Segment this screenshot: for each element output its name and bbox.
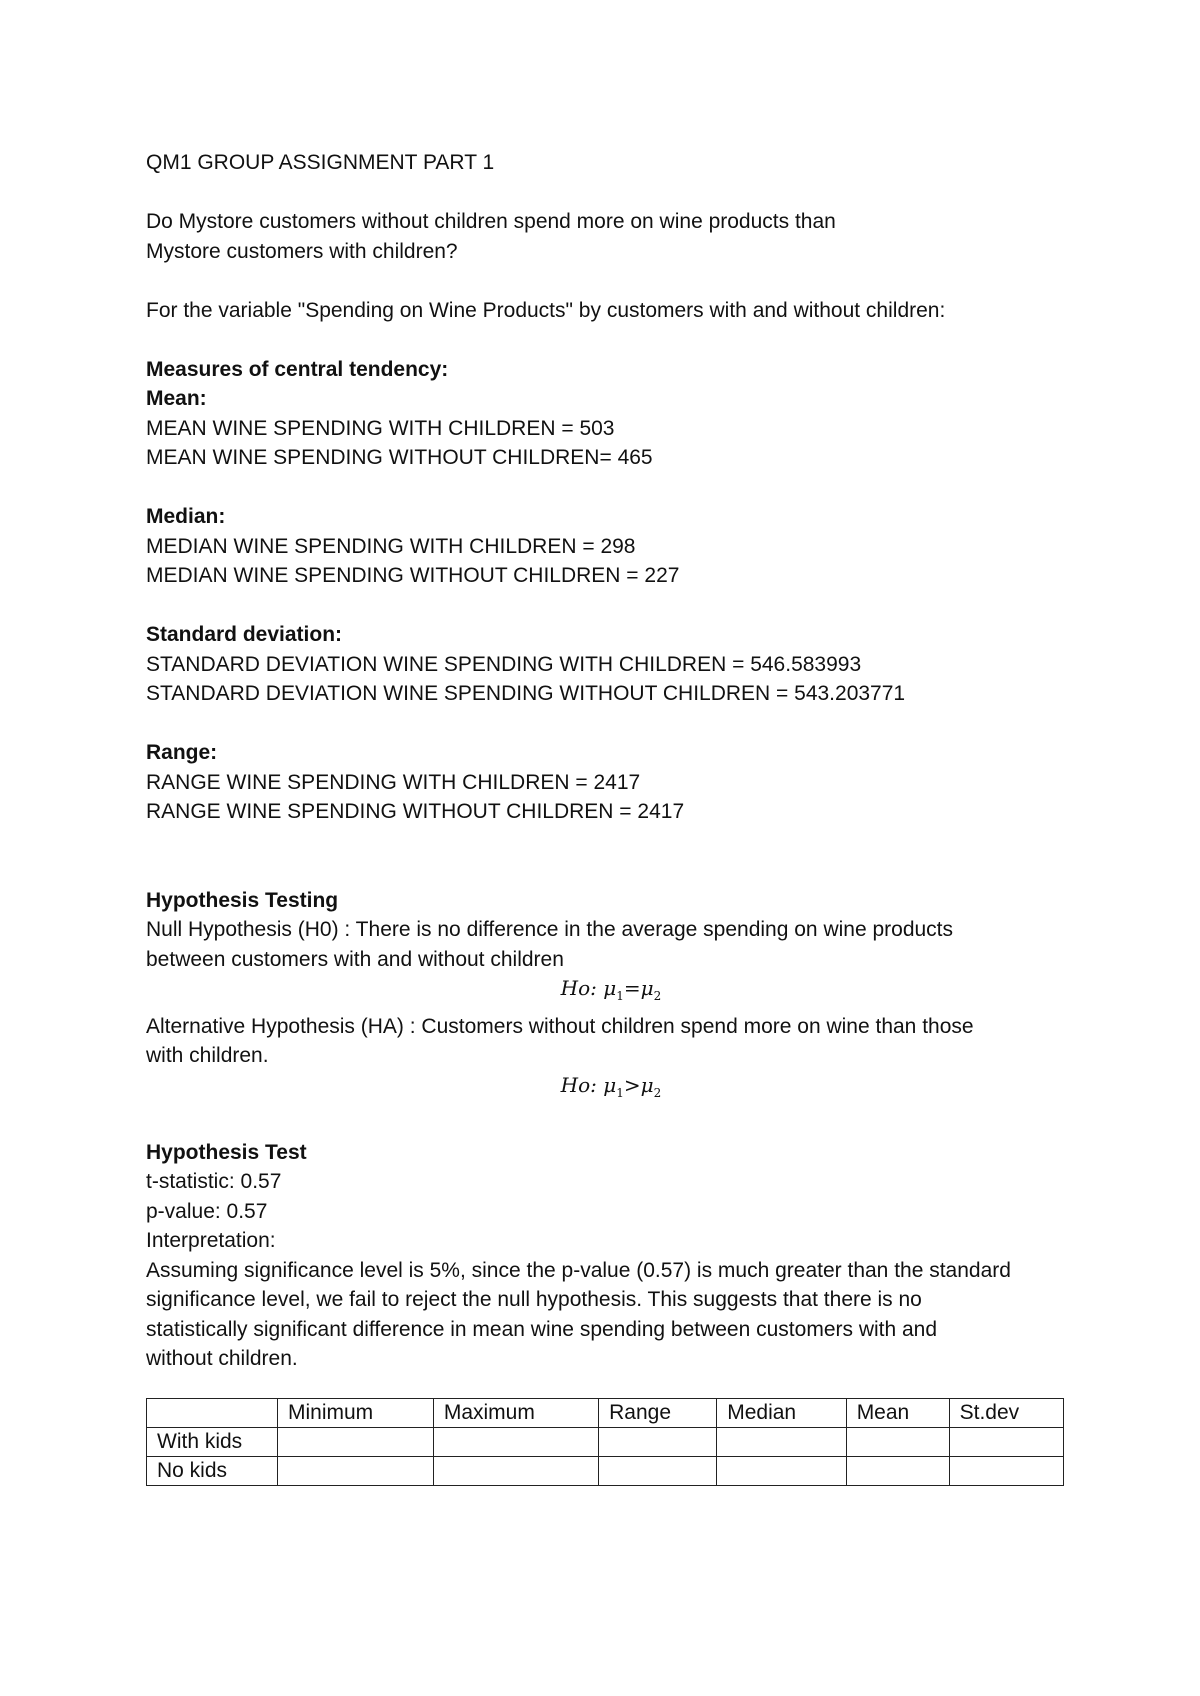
median-without-children: MEDIAN WINE SPENDING WITHOUT CHILDREN = 227 [146,564,680,587]
table-cell [433,1428,598,1457]
range-heading: Range: [146,741,218,764]
table-cell [949,1457,1063,1486]
summary-table [146,1398,1064,1486]
interpretation-line-4: without children. [146,1347,298,1370]
interpretation-line-3: statistically significant difference in mean wine spending between customers with and [146,1317,938,1341]
p-value: p-value: 0.57 [146,1199,268,1223]
alternative-hypothesis-line-2: with children. [146,1044,269,1067]
row-label: With kids [147,1428,278,1457]
research-question-line-1: Do Mystore customers without children spend more on wine products than [146,210,836,233]
table-cell [717,1428,846,1457]
row-label: No kids [147,1457,278,1486]
table-cell [433,1457,598,1486]
null-hypothesis-line-2: between customers with and without children [146,947,564,971]
research-question-line-2: Mystore customers with children? [146,239,458,263]
central-tendency-heading: Measures of central tendency: [146,357,449,381]
mean-without-children: MEAN WINE SPENDING WITHOUT CHILDREN= 465 [146,446,653,469]
null-hypothesis-line-1: Null Hypothesis (H0) : There is no difference in the average spending on wine products [146,918,954,941]
table-header-cell: Minimum [278,1399,434,1428]
mean-heading: Mean: [146,387,207,410]
hypothesis-testing-heading: Hypothesis Testing [146,888,339,912]
table-cell [599,1457,717,1486]
table-cell [278,1428,434,1457]
null-hypothesis-formula: Ho: $\mu_1=\mu_2$ [560,976,662,1003]
table-cell [599,1428,717,1457]
interpretation-label: Interpretation: [146,1229,276,1252]
table-header-cell [147,1399,278,1428]
median-with-children: MEDIAN WINE SPENDING WITH CHILDREN = 298 [146,534,636,558]
interpretation-line-2: significance level, we fail to reject the null hypothesis. This suggests that there is no [146,1288,922,1311]
range-with-children: RANGE WINE SPENDING WITH CHILDREN = 2417 [146,770,641,794]
document-body [146,148,1066,1374]
hypothesis-test-heading: Hypothesis Test [146,1140,307,1164]
table-header-row [147,1399,1064,1428]
table-header-cell: St.dev [949,1399,1063,1428]
variable-intro: For the variable "Spending on Wine Products" by customers with and without children: [146,298,946,322]
table-cell [278,1457,434,1486]
mean-with-children: MEAN WINE SPENDING WITH CHILDREN = 503 [146,416,615,440]
table-header-cell: Range [599,1399,717,1428]
table-row [147,1428,1064,1457]
std-without-children: STANDARD DEVIATION WINE SPENDING WITHOUT CHILDREN = 543.203771 [146,682,906,705]
interpretation-line-1: Assuming significance level is 5%, since the p-value (0.57) is much greater than the standard [146,1258,1011,1282]
std-heading: Standard deviation: [146,623,343,646]
range-without-children: RANGE WINE SPENDING WITHOUT CHILDREN = 2417 [146,800,685,823]
table-cell [949,1428,1063,1457]
alternative-hypothesis-formula: Ho: $\mu_1>\mu_2$ [560,1072,662,1100]
alternative-hypothesis-line-1: Alternative Hypothesis (HA) : Customers without children spend more on wine than those [146,1014,974,1038]
table-cell [846,1428,949,1457]
t-statistic: t-statistic: 0.57 [146,1170,282,1193]
table-header-cell: Maximum [433,1399,598,1428]
table-cell [846,1457,949,1486]
document-title: QM1 GROUP ASSIGNMENT PART 1 [146,151,495,174]
median-heading: Median: [146,505,226,528]
table-header-cell: Median [717,1399,846,1428]
std-with-children: STANDARD DEVIATION WINE SPENDING WITH CHILDREN = 546.583993 [146,652,862,676]
table-row [147,1457,1064,1486]
table-cell [717,1457,846,1486]
table-header-cell: Mean [846,1399,949,1428]
